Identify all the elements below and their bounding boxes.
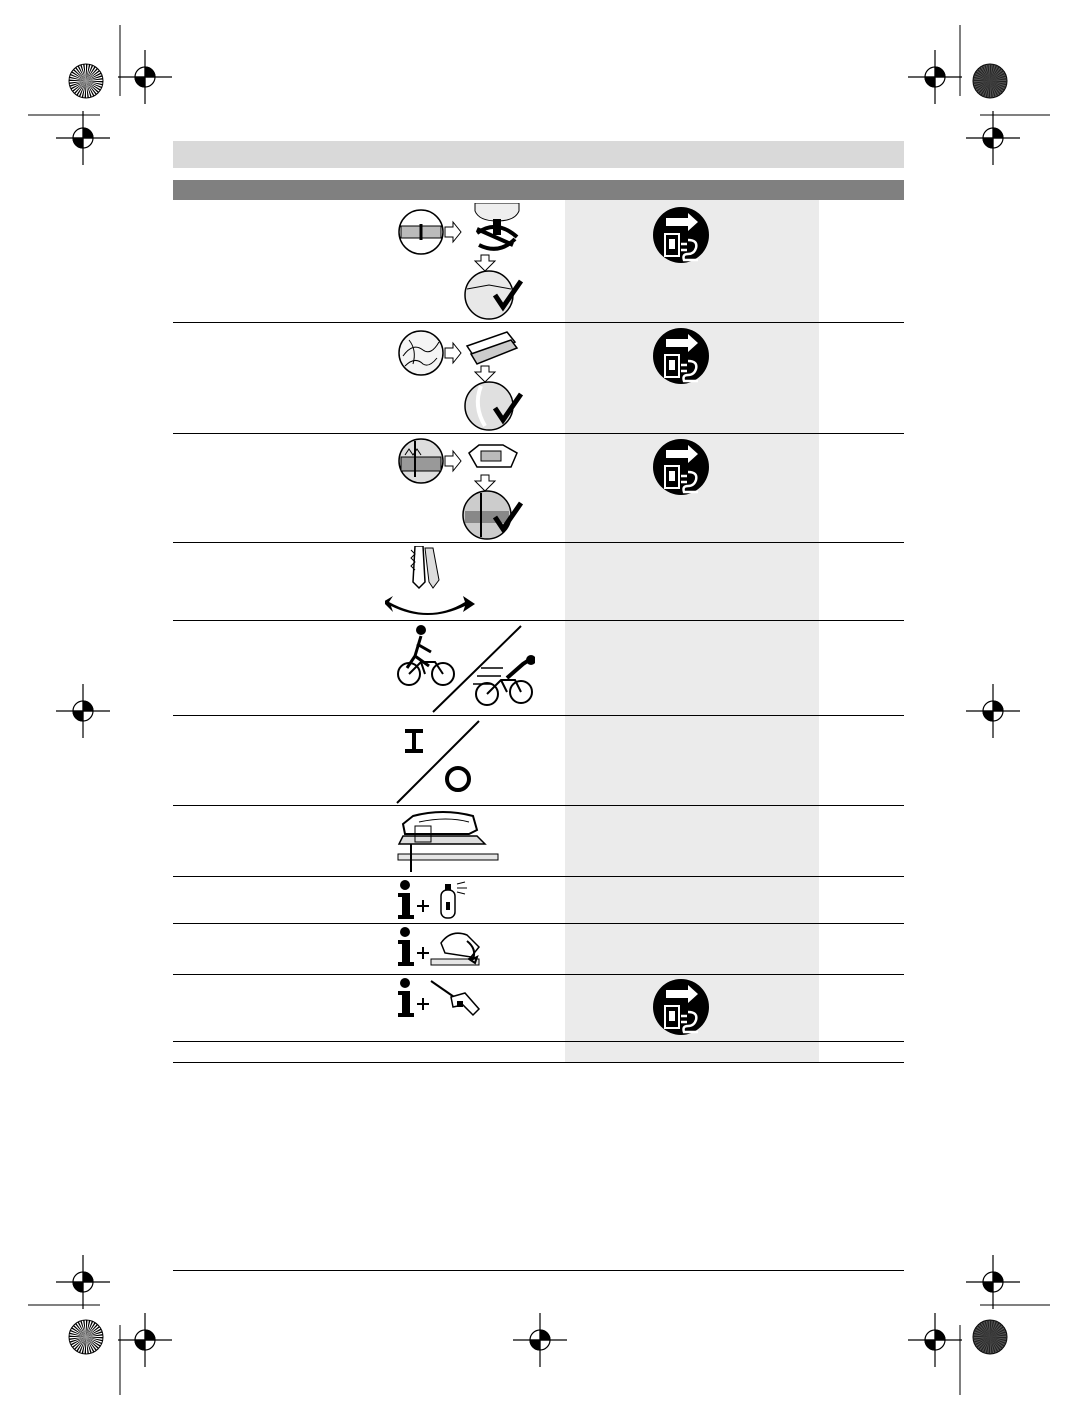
star-target-icon	[69, 64, 103, 98]
splinter-guard-check-icon	[395, 437, 525, 541]
blade-bend-icon	[385, 546, 475, 618]
footer-rule	[173, 1270, 904, 1271]
row-divider	[173, 542, 904, 543]
registration-target-icon	[56, 111, 110, 165]
grain-change-blade-check-icon	[395, 326, 525, 432]
star-target-icon	[973, 1320, 1007, 1354]
speed-slow-fast-icon	[395, 624, 535, 716]
info-guide-icon	[395, 977, 485, 1021]
jigsaw-on-workpiece-icon	[395, 810, 500, 874]
registration-target-icon	[56, 1255, 110, 1309]
unplug-icon	[652, 206, 710, 264]
registration-target-icon	[908, 50, 962, 104]
registration-target-icon	[966, 1255, 1020, 1309]
row-divider	[173, 322, 904, 323]
on-off-icon	[395, 719, 480, 805]
row-divider	[173, 876, 904, 877]
header-band	[173, 141, 904, 168]
row-divider	[173, 923, 904, 924]
row-divider	[173, 433, 904, 434]
registration-target-icon	[118, 50, 172, 104]
unplug-icon	[652, 438, 710, 496]
registration-target-icon	[513, 1313, 567, 1367]
unplug-icon	[652, 327, 710, 385]
row-divider	[173, 1041, 904, 1042]
row-divider	[173, 974, 904, 975]
registration-target-icon	[966, 111, 1020, 165]
cut-guide-orbit-check-icon	[395, 203, 525, 321]
row-divider	[173, 620, 904, 621]
registration-target-icon	[56, 684, 110, 738]
row-divider	[173, 805, 904, 806]
star-target-icon	[973, 64, 1007, 98]
star-target-icon	[69, 1320, 103, 1354]
table-header-bar	[173, 180, 904, 200]
unplug-icon	[652, 978, 710, 1036]
registration-target-icon	[966, 684, 1020, 738]
row-divider	[173, 1062, 904, 1063]
info-base-plate-icon	[395, 927, 485, 971]
registration-target-icon	[908, 1313, 962, 1367]
row-divider	[173, 715, 904, 716]
registration-target-icon	[118, 1313, 172, 1367]
info-spray-icon	[395, 880, 475, 920]
